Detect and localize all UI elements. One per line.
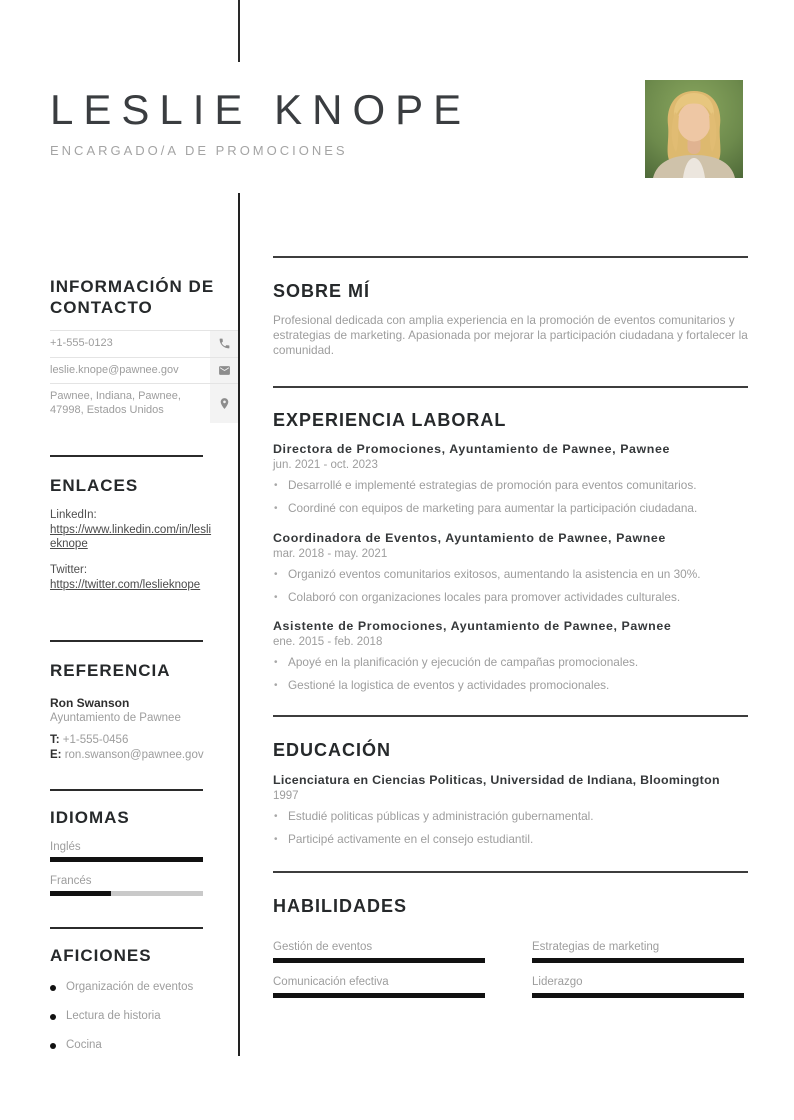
job-bullets bbox=[273, 568, 748, 604]
job-title: Coordinadora de Eventos, Ayuntamiento de Pawnee, Pawnee bbox=[273, 531, 666, 545]
hobby-item: Organización de eventos bbox=[50, 981, 193, 993]
page-title: LESLIE KNOPE bbox=[50, 86, 472, 133]
skill-name: Comunicación efectiva bbox=[273, 976, 389, 988]
job-bullets bbox=[273, 479, 748, 515]
job-title-subtitle: ENCARGADO/A DE PROMOCIONES bbox=[50, 143, 348, 158]
reference-phone-label: T: bbox=[50, 734, 60, 746]
skill-level-bar bbox=[532, 993, 744, 998]
reference-section-heading: REFERENCIA bbox=[50, 661, 171, 680]
about-section-heading: SOBRE MÍ bbox=[273, 281, 371, 301]
linkedin-link[interactable]: https://www.linkedin.com/in/leslieknope bbox=[50, 524, 212, 550]
skill-item bbox=[273, 941, 485, 963]
location-pin-icon bbox=[210, 384, 238, 423]
education-bullets bbox=[273, 810, 748, 846]
reference-organization: Ayuntamiento de Pawnee bbox=[50, 712, 181, 724]
skill-level-bar bbox=[273, 993, 485, 998]
job-bullet: • Desarrollé e implementé estrategias de promoción para eventos comunitarios. bbox=[273, 479, 748, 493]
language-item-french bbox=[50, 875, 203, 896]
twitter-link[interactable]: https://twitter.com/leslieknope bbox=[50, 579, 201, 591]
job-entry-2 bbox=[273, 531, 748, 613]
job-dates: mar. 2018 - may. 2021 bbox=[273, 548, 388, 560]
skill-level-bar bbox=[273, 958, 485, 963]
job-bullets bbox=[273, 656, 748, 692]
reference-phone-value: +1-555-0456 bbox=[62, 734, 129, 746]
main-divider-1 bbox=[273, 256, 748, 258]
profile-photo bbox=[645, 80, 743, 178]
skill-level-fill bbox=[532, 958, 744, 963]
education-bullet: • Estudié politicas públicas y administración gubernamental. bbox=[273, 810, 748, 824]
main-divider-4 bbox=[273, 871, 748, 873]
main-divider-3 bbox=[273, 715, 748, 717]
reference-email-value: ron.swanson@pawnee.gov bbox=[64, 749, 204, 761]
reference-email-line bbox=[50, 748, 204, 763]
portrait-illustration bbox=[645, 80, 743, 178]
skill-level-fill bbox=[532, 993, 744, 998]
job-title: Directora de Promociones, Ayuntamiento de Pawnee, Pawnee bbox=[273, 442, 670, 456]
job-bullet: • Colaboró con organizaciones locales para promover actividades culturales. bbox=[273, 591, 748, 605]
job-entry-3 bbox=[273, 619, 748, 701]
main-divider-2 bbox=[273, 386, 748, 388]
hobbies-list bbox=[50, 981, 193, 1068]
language-level-fill bbox=[50, 891, 111, 896]
skill-level-fill bbox=[273, 993, 485, 998]
skill-name: Gestión de eventos bbox=[273, 941, 373, 953]
skill-level-fill bbox=[273, 958, 485, 963]
link-item-twitter bbox=[50, 564, 212, 592]
degree-title: Licenciatura en Ciencias Politicas, Universidad de Indiana, Bloomington bbox=[273, 773, 720, 787]
reference-name: Ron Swanson bbox=[50, 696, 130, 710]
job-bullet: • Apoyé en la planificación y ejecución de campañas promocionales. bbox=[273, 656, 748, 670]
job-dates: ene. 2015 - feb. 2018 bbox=[273, 636, 383, 648]
experience-section-heading: EXPERIENCIA LABORAL bbox=[273, 410, 507, 430]
sidebar-divider-4 bbox=[50, 927, 203, 929]
skills-grid bbox=[273, 941, 748, 998]
links-list bbox=[50, 509, 212, 592]
top-divider-line bbox=[238, 0, 240, 62]
links-section-heading: ENLACES bbox=[50, 476, 139, 495]
language-name: Francés bbox=[50, 875, 92, 887]
reference-phone-line bbox=[50, 733, 204, 748]
hobby-item: Cocina bbox=[50, 1039, 193, 1051]
column-divider bbox=[238, 193, 240, 1056]
contact-section-heading: INFORMACIÓN DE CONTACTO bbox=[50, 277, 215, 317]
skill-item bbox=[532, 941, 744, 963]
language-level-fill bbox=[50, 857, 203, 862]
mail-icon bbox=[210, 358, 238, 384]
link-item-linkedin bbox=[50, 509, 212, 551]
job-bullet: • Gestioné la logistica de eventos y actividades promocionales. bbox=[273, 679, 748, 693]
skill-item bbox=[273, 976, 485, 998]
linkedin-label: LinkedIn: bbox=[50, 509, 97, 521]
language-name: Inglés bbox=[50, 841, 81, 853]
twitter-label: Twitter: bbox=[50, 564, 88, 576]
language-level-bar bbox=[50, 891, 203, 896]
language-item-english bbox=[50, 841, 203, 862]
sidebar-divider-1 bbox=[50, 455, 203, 457]
skill-name: Liderazgo bbox=[532, 976, 583, 988]
languages-section-heading: IDIOMAS bbox=[50, 808, 130, 827]
job-bullet: • Coordiné con equipos de marketing para aumentar la participación ciudadana. bbox=[273, 502, 748, 516]
skill-item bbox=[532, 976, 744, 998]
contact-row-address bbox=[50, 384, 238, 423]
phone-icon bbox=[210, 331, 238, 357]
job-dates: jun. 2021 - oct. 2023 bbox=[273, 459, 378, 471]
email-value: leslie.knope@pawnee.gov bbox=[50, 363, 179, 376]
contact-rows bbox=[50, 330, 238, 423]
job-title: Asistente de Promociones, Ayuntamiento de Pawnee, Pawnee bbox=[273, 619, 672, 633]
sidebar-divider-3 bbox=[50, 789, 203, 791]
degree-year: 1997 bbox=[273, 790, 299, 802]
languages-list bbox=[50, 841, 203, 896]
contact-row-phone bbox=[50, 331, 238, 358]
hobby-item: Lectura de historia bbox=[50, 1010, 193, 1022]
reference-block bbox=[50, 696, 204, 763]
education-entry bbox=[273, 773, 748, 855]
sidebar-divider-2 bbox=[50, 640, 203, 642]
skill-level-bar bbox=[532, 958, 744, 963]
job-bullet: • Organizó eventos comunitarios exitosos, aumentando la asistencia en un 30%. bbox=[273, 568, 748, 582]
address-value: Pawnee, Indiana, Pawnee, 47998, Estados Unidos bbox=[50, 390, 181, 416]
language-level-bar bbox=[50, 857, 203, 862]
education-bullet: • Participé activamente en el consejo estudiantil. bbox=[273, 833, 748, 847]
phone-value: +1-555-0123 bbox=[50, 337, 113, 349]
job-entry-1 bbox=[273, 442, 748, 524]
contact-row-email bbox=[50, 358, 238, 385]
skills-section-heading: HABILIDADES bbox=[273, 896, 408, 916]
about-text: Profesional dedicada con amplia experiencia en la promoción de eventos comunitarios y estrategias de marketing. Apasionada por mejorar la participación ciudadana y fortalecer la comunidad. bbox=[273, 313, 748, 357]
reference-email-label: E: bbox=[50, 749, 62, 761]
hobbies-section-heading: AFICIONES bbox=[50, 946, 152, 965]
education-section-heading: EDUCACIÓN bbox=[273, 740, 392, 760]
skill-name: Estrategias de marketing bbox=[532, 941, 660, 953]
